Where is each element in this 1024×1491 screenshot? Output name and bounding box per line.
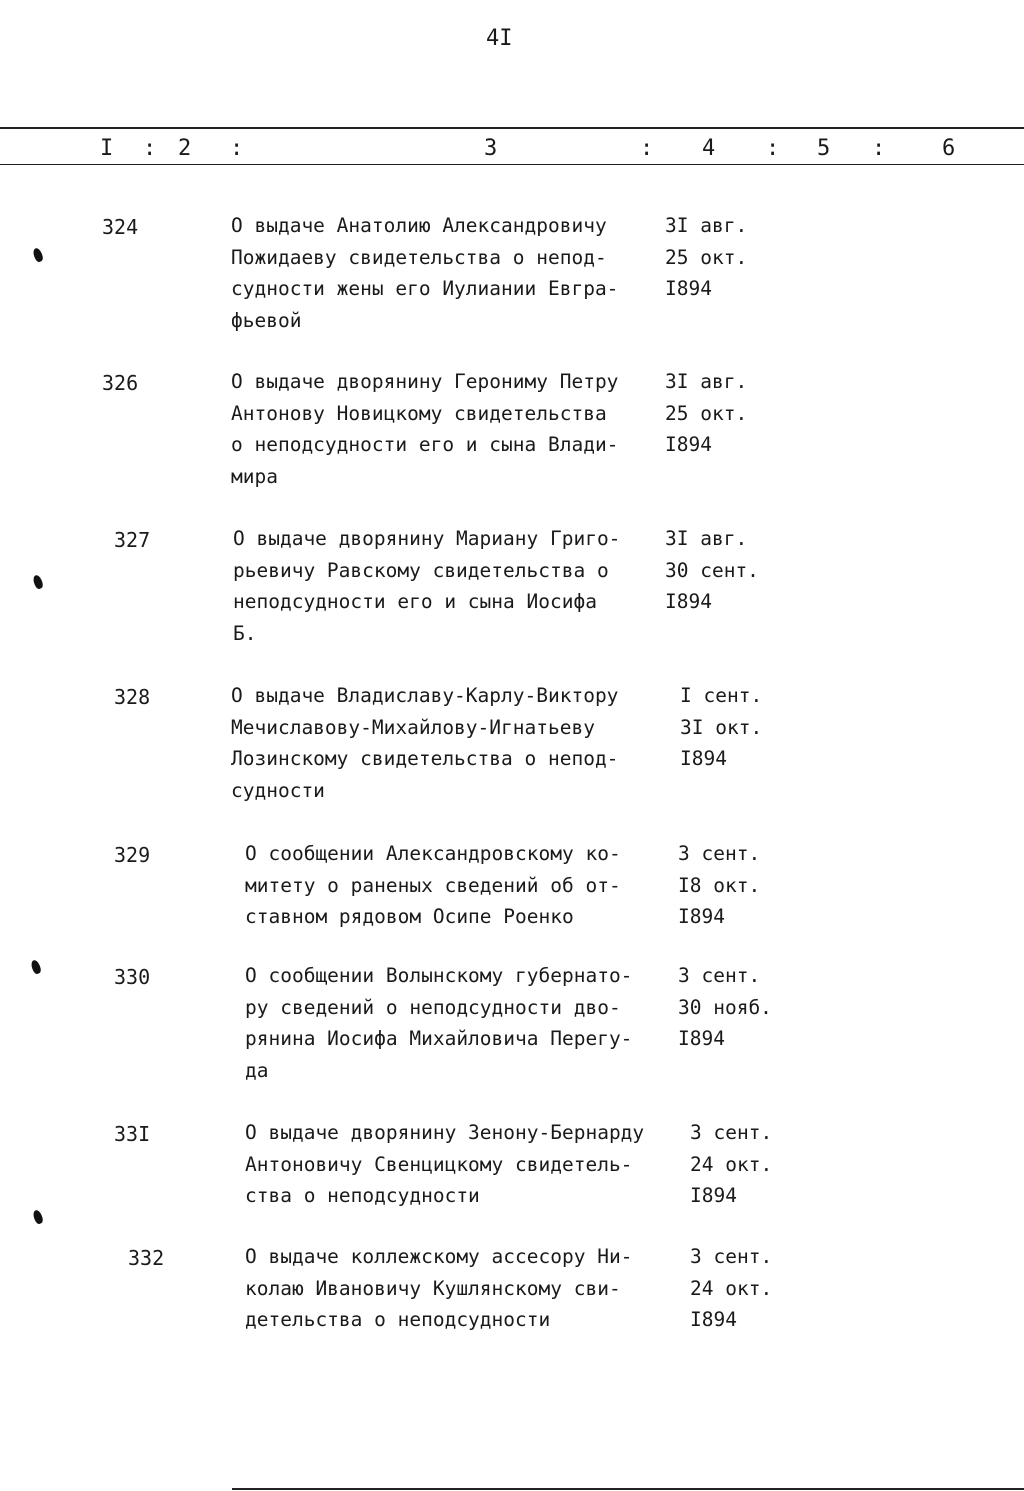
entry-date: 25 окт. <box>665 245 748 269</box>
entry-date: 3I авг. <box>665 370 748 393</box>
column-separator: : <box>640 136 654 161</box>
entry-date: I894 <box>665 277 712 300</box>
entry-line: ства о неподсудности <box>245 1184 480 1207</box>
entry-line: о неподсудности его и сына Влади- <box>231 433 619 456</box>
entry-line: Мечиславову-Михайлову-Игнатьеву <box>231 715 595 739</box>
entry-date: I894 <box>690 1308 737 1331</box>
entry-dates <box>665 210 747 305</box>
entry-description <box>245 838 621 933</box>
entry-line: судности жены его Иулиании Евгра- <box>231 277 619 300</box>
entry-date: 3I авг. <box>665 527 748 550</box>
entry-number: 324 <box>102 215 139 239</box>
entry-line: О сообщении Волынскому губернато- <box>245 964 633 987</box>
entry-line: Б. <box>233 621 257 645</box>
entry-date: I894 <box>665 590 712 613</box>
margin-mark <box>30 959 42 975</box>
column-separator: : <box>143 136 157 161</box>
entry-description <box>233 523 620 649</box>
entry-date: I894 <box>665 433 712 456</box>
entry-date: 3 сент. <box>678 964 761 987</box>
entry-description <box>231 210 618 336</box>
column-header-3: 3 <box>484 136 498 161</box>
margin-mark <box>32 247 44 263</box>
entry-line: митету о раненых сведений об от- <box>245 873 621 897</box>
entry-dates <box>665 366 747 461</box>
entry-line: О выдаче Анатолию Александровичу <box>231 214 607 237</box>
entry-date: 3I авг. <box>665 214 748 237</box>
entry-date: 25 окт. <box>665 401 748 425</box>
entry-date: 30 сент. <box>665 558 759 582</box>
entry-dates <box>690 1241 772 1336</box>
entry-date: 24 окт. <box>690 1152 773 1176</box>
entry-date: 3 сент. <box>690 1245 773 1268</box>
margin-mark <box>32 1209 44 1225</box>
entry-number: 330 <box>114 965 151 989</box>
entry-line: О выдаче коллежскому ассесору Ни- <box>245 1245 633 1268</box>
entry-description <box>231 680 618 806</box>
entry-line: неподсудности его и сына Иосифа <box>233 590 597 613</box>
entry-line: Лозинскому свидетельства о непод- <box>231 747 619 770</box>
entry-line: О выдаче дворянину Зенону-Бернарду <box>245 1121 645 1144</box>
entry-dates <box>678 838 760 933</box>
column-separator: : <box>766 136 780 161</box>
entry-line: фьевой <box>231 308 302 332</box>
column-header-2: 2 <box>178 136 192 161</box>
column-separator: : <box>230 136 244 161</box>
column-header-5: 5 <box>817 136 831 161</box>
column-header-4: 4 <box>702 136 716 161</box>
entry-date: I8 окт. <box>678 873 761 897</box>
column-separator: : <box>872 136 886 161</box>
entry-line: О сообщении Александровскому ко- <box>245 842 621 865</box>
entry-dates <box>680 680 762 775</box>
entry-dates <box>665 523 759 618</box>
entry-number: 33I <box>114 1122 151 1146</box>
entry-date: I894 <box>690 1184 737 1207</box>
entry-line: ставном рядовом Осипе Роенко <box>245 905 574 928</box>
entry-line: О выдаче дворянину Мариану Григо- <box>233 527 621 550</box>
entry-number: 326 <box>102 371 139 395</box>
entry-date: 30 нояб. <box>678 995 772 1019</box>
entry-date: I894 <box>678 905 725 928</box>
entry-line: Антоновичу Свенцицкому свидетель- <box>245 1152 633 1176</box>
entry-description <box>245 1241 632 1336</box>
column-header-6: 6 <box>942 136 956 161</box>
entry-line: О выдаче дворянину Герониму Петру <box>231 370 619 393</box>
entry-dates <box>678 960 772 1055</box>
entry-date: 3 сент. <box>678 842 761 865</box>
entry-line: рянина Иосифа Михайловича Перегу- <box>245 1027 633 1050</box>
entry-date: I894 <box>680 747 727 770</box>
entry-line: мира <box>231 464 278 488</box>
entry-date: 3 сент. <box>690 1121 773 1144</box>
entry-line: колаю Ивановичу Кушлянскому сви- <box>245 1276 621 1300</box>
entry-date: 3I окт. <box>680 715 763 739</box>
page-number: 4I <box>486 26 513 51</box>
entry-line: детельства о неподсудности <box>245 1308 551 1331</box>
entry-number: 332 <box>128 1246 165 1270</box>
entry-date: 24 окт. <box>690 1276 773 1300</box>
footer-rule <box>232 1488 1024 1490</box>
entry-description <box>245 960 632 1086</box>
entry-line: Пожидаеву свидетельства о непод- <box>231 245 607 269</box>
header-bottom-rule <box>0 164 1024 165</box>
entry-number: 329 <box>114 843 151 867</box>
entry-line: ру сведений о неподсудности дво- <box>245 995 621 1019</box>
entry-line: Антонову Новицкому свидетельства <box>231 401 607 425</box>
entry-number: 327 <box>114 528 151 552</box>
entry-dates <box>690 1117 772 1212</box>
column-header-1: I <box>100 136 114 161</box>
entry-line: судности <box>231 778 325 802</box>
entry-date: I894 <box>678 1027 725 1050</box>
entry-line: О выдаче Владиславу-Карлу-Виктору <box>231 684 619 707</box>
margin-mark <box>32 574 44 590</box>
entry-description <box>231 366 618 492</box>
entry-line: рьевичу Равскому свидетельства о <box>233 558 609 582</box>
entry-number: 328 <box>114 685 151 709</box>
entry-line: да <box>245 1058 269 1082</box>
entry-description <box>245 1117 644 1212</box>
entry-date: I сент. <box>680 684 763 707</box>
header-top-rule <box>0 127 1024 129</box>
